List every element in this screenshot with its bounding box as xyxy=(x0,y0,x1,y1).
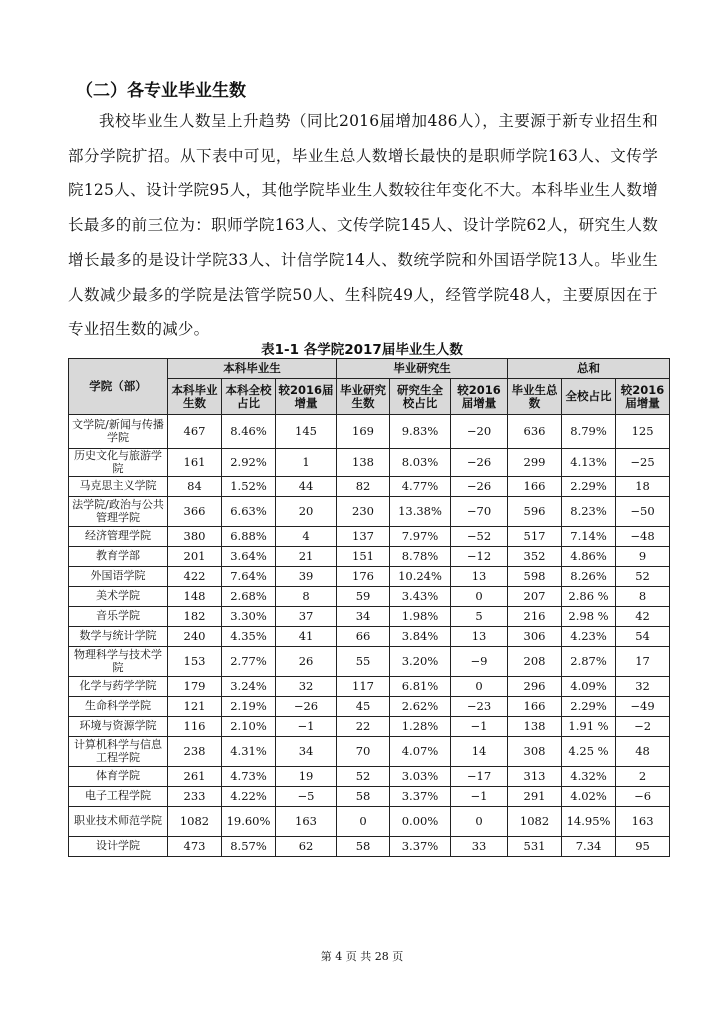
value-cell: 58 xyxy=(337,837,390,857)
value-cell: 2.10% xyxy=(222,717,276,737)
value-cell: 2 xyxy=(616,767,670,787)
dept-name-cell: 生命科学学院 xyxy=(69,697,168,717)
value-cell: 201 xyxy=(168,547,222,567)
value-cell: 137 xyxy=(337,527,390,547)
value-cell: −52 xyxy=(451,527,508,547)
value-cell: 138 xyxy=(508,717,562,737)
value-cell: 151 xyxy=(337,547,390,567)
value-cell: 20 xyxy=(276,497,337,527)
value-cell: 19.60% xyxy=(222,807,276,837)
value-cell: 8.23% xyxy=(562,497,616,527)
value-cell: 8.03% xyxy=(390,449,451,477)
value-cell: 45 xyxy=(337,697,390,717)
value-cell: 26 xyxy=(276,647,337,677)
table-row xyxy=(69,807,670,837)
value-cell: 208 xyxy=(508,647,562,677)
value-cell: 163 xyxy=(616,807,670,837)
value-cell: 2.87% xyxy=(562,647,616,677)
value-cell: 54 xyxy=(616,627,670,647)
value-cell: 14.95% xyxy=(562,807,616,837)
value-cell: 82 xyxy=(337,477,390,497)
value-cell: 13.38% xyxy=(390,497,451,527)
dept-name-cell: 外国语学院 xyxy=(69,567,168,587)
table-row xyxy=(69,647,670,677)
table-row xyxy=(69,415,670,449)
value-cell: 8 xyxy=(276,587,337,607)
value-cell: 7.14% xyxy=(562,527,616,547)
dept-name-cell: 体育学院 xyxy=(69,767,168,787)
table-header xyxy=(69,359,670,415)
value-cell: 3.24% xyxy=(222,677,276,697)
value-cell: 4.25 % xyxy=(562,737,616,767)
dept-name-cell: 历史文化与旅游学院 xyxy=(69,449,168,477)
value-cell: 2.19% xyxy=(222,697,276,717)
dept-name-cell: 职业技术师范学院 xyxy=(69,807,168,837)
section-heading: （二）各专业毕业生数 xyxy=(76,81,246,101)
value-cell: 0.00% xyxy=(390,807,451,837)
value-cell: 636 xyxy=(508,415,562,449)
value-cell: 10.24% xyxy=(390,567,451,587)
value-cell: 467 xyxy=(168,415,222,449)
header-dept: 学院（部） xyxy=(69,359,168,415)
value-cell: 4.86% xyxy=(562,547,616,567)
value-cell: 4.32% xyxy=(562,767,616,787)
value-cell: 62 xyxy=(276,837,337,857)
value-cell: −17 xyxy=(451,767,508,787)
value-cell: 32 xyxy=(276,677,337,697)
header-sub: 较2016届增量 xyxy=(276,379,337,415)
value-cell: 7.64% xyxy=(222,567,276,587)
dept-name-cell: 环境与资源学院 xyxy=(69,717,168,737)
value-cell: 59 xyxy=(337,587,390,607)
value-cell: −1 xyxy=(451,787,508,807)
value-cell: 4.31% xyxy=(222,737,276,767)
value-cell: 4.09% xyxy=(562,677,616,697)
value-cell: 3.30% xyxy=(222,607,276,627)
value-cell: 313 xyxy=(508,767,562,787)
table-row xyxy=(69,677,670,697)
value-cell: 8.79% xyxy=(562,415,616,449)
value-cell: 21 xyxy=(276,547,337,567)
value-cell: 44 xyxy=(276,477,337,497)
header-sub: 全校占比 xyxy=(562,379,616,415)
table-row xyxy=(69,547,670,567)
value-cell: −26 xyxy=(451,477,508,497)
value-cell: 7.97% xyxy=(390,527,451,547)
value-cell: 517 xyxy=(508,527,562,547)
dept-name-cell: 马克思主义学院 xyxy=(69,477,168,497)
header-sub: 毕业研究生数 xyxy=(337,379,390,415)
value-cell: 308 xyxy=(508,737,562,767)
value-cell: 3.20% xyxy=(390,647,451,677)
value-cell: 0 xyxy=(337,807,390,837)
value-cell: 4.35% xyxy=(222,627,276,647)
value-cell: 531 xyxy=(508,837,562,857)
header-sub: 本科全校占比 xyxy=(222,379,276,415)
table-row xyxy=(69,767,670,787)
value-cell: 13 xyxy=(451,567,508,587)
value-cell: −1 xyxy=(451,717,508,737)
table-caption: 表1-1 各学院2017届毕业生人数 xyxy=(261,342,463,358)
value-cell: 2.29% xyxy=(562,477,616,497)
table-row xyxy=(69,477,670,497)
table-row xyxy=(69,697,670,717)
table-row xyxy=(69,449,670,477)
value-cell: 18 xyxy=(616,477,670,497)
value-cell: 3.64% xyxy=(222,547,276,567)
value-cell: 1.52% xyxy=(222,477,276,497)
value-cell: 6.88% xyxy=(222,527,276,547)
table-row xyxy=(69,587,670,607)
value-cell: 84 xyxy=(168,477,222,497)
value-cell: 176 xyxy=(337,567,390,587)
table-row xyxy=(69,607,670,627)
header-group-undergrad: 本科毕业生 xyxy=(168,359,337,379)
dept-name-cell: 物理科学与技术学院 xyxy=(69,647,168,677)
value-cell: 233 xyxy=(168,787,222,807)
table-row xyxy=(69,497,670,527)
value-cell: 163 xyxy=(276,807,337,837)
dept-name-cell: 教育学部 xyxy=(69,547,168,567)
dept-name-cell: 化学与药学学院 xyxy=(69,677,168,697)
value-cell: 66 xyxy=(337,627,390,647)
value-cell: 422 xyxy=(168,567,222,587)
dept-name-cell: 数学与统计学院 xyxy=(69,627,168,647)
value-cell: 37 xyxy=(276,607,337,627)
value-cell: 19 xyxy=(276,767,337,787)
value-cell: 8.46% xyxy=(222,415,276,449)
value-cell: −70 xyxy=(451,497,508,527)
value-cell: 4.73% xyxy=(222,767,276,787)
value-cell: 1.91 % xyxy=(562,717,616,737)
value-cell: 0 xyxy=(451,807,508,837)
value-cell: 182 xyxy=(168,607,222,627)
value-cell: −48 xyxy=(616,527,670,547)
value-cell: 4.07% xyxy=(390,737,451,767)
value-cell: 230 xyxy=(337,497,390,527)
value-cell: 145 xyxy=(276,415,337,449)
header-sub: 本科毕业生数 xyxy=(168,379,222,415)
header-sub: 研究生全校占比 xyxy=(390,379,451,415)
value-cell: 4.23% xyxy=(562,627,616,647)
value-cell: 8.26% xyxy=(562,567,616,587)
value-cell: 48 xyxy=(616,737,670,767)
value-cell: 366 xyxy=(168,497,222,527)
value-cell: 39 xyxy=(276,567,337,587)
page-footer: 第 4 页 共 28 页 xyxy=(320,950,404,963)
table-row xyxy=(69,787,670,807)
value-cell: 4.02% xyxy=(562,787,616,807)
value-cell: 598 xyxy=(508,567,562,587)
value-cell: 4.77% xyxy=(390,477,451,497)
value-cell: 121 xyxy=(168,697,222,717)
value-cell: −6 xyxy=(616,787,670,807)
value-cell: 70 xyxy=(337,737,390,767)
value-cell: −2 xyxy=(616,717,670,737)
value-cell: 8.78% xyxy=(390,547,451,567)
value-cell: 161 xyxy=(168,449,222,477)
table-row xyxy=(69,527,670,547)
value-cell: 207 xyxy=(508,587,562,607)
value-cell: 1 xyxy=(276,449,337,477)
value-cell: 17 xyxy=(616,647,670,677)
value-cell: −20 xyxy=(451,415,508,449)
table-row xyxy=(69,627,670,647)
value-cell: 2.92% xyxy=(222,449,276,477)
value-cell: 2.62% xyxy=(390,697,451,717)
value-cell: 296 xyxy=(508,677,562,697)
value-cell: −25 xyxy=(616,449,670,477)
dept-name-cell: 音乐学院 xyxy=(69,607,168,627)
value-cell: 380 xyxy=(168,527,222,547)
value-cell: −1 xyxy=(276,717,337,737)
value-cell: 1082 xyxy=(168,807,222,837)
value-cell: −49 xyxy=(616,697,670,717)
value-cell: 166 xyxy=(508,477,562,497)
value-cell: −9 xyxy=(451,647,508,677)
dept-name-cell: 美术学院 xyxy=(69,587,168,607)
value-cell: 1082 xyxy=(508,807,562,837)
value-cell: 216 xyxy=(508,607,562,627)
value-cell: 299 xyxy=(508,449,562,477)
value-cell: 5 xyxy=(451,607,508,627)
value-cell: 13 xyxy=(451,627,508,647)
dept-name-cell: 电子工程学院 xyxy=(69,787,168,807)
value-cell: 148 xyxy=(168,587,222,607)
body-paragraph xyxy=(68,104,658,347)
value-cell: −26 xyxy=(276,697,337,717)
value-cell: 3.37% xyxy=(390,837,451,857)
value-cell: 34 xyxy=(337,607,390,627)
value-cell: 14 xyxy=(451,737,508,767)
value-cell: 4.22% xyxy=(222,787,276,807)
value-cell: 1.98% xyxy=(390,607,451,627)
value-cell: 1.28% xyxy=(390,717,451,737)
value-cell: 0 xyxy=(451,677,508,697)
value-cell: 153 xyxy=(168,647,222,677)
value-cell: 58 xyxy=(337,787,390,807)
value-cell: 42 xyxy=(616,607,670,627)
value-cell: 2.29% xyxy=(562,697,616,717)
value-cell: 9 xyxy=(616,547,670,567)
value-cell: −5 xyxy=(276,787,337,807)
value-cell: 596 xyxy=(508,497,562,527)
value-cell: 116 xyxy=(168,717,222,737)
value-cell: −23 xyxy=(451,697,508,717)
table-row xyxy=(69,737,670,767)
value-cell: −50 xyxy=(616,497,670,527)
table-row xyxy=(69,837,670,857)
value-cell: 8.57% xyxy=(222,837,276,857)
value-cell: 2.86 % xyxy=(562,587,616,607)
value-cell: 352 xyxy=(508,547,562,567)
dept-name-cell: 文学院/新闻与传播学院 xyxy=(69,415,168,449)
value-cell: 179 xyxy=(168,677,222,697)
value-cell: 261 xyxy=(168,767,222,787)
table-row xyxy=(69,567,670,587)
value-cell: 6.63% xyxy=(222,497,276,527)
value-cell: 3.37% xyxy=(390,787,451,807)
value-cell: 7.34 xyxy=(562,837,616,857)
value-cell: 240 xyxy=(168,627,222,647)
value-cell: 291 xyxy=(508,787,562,807)
value-cell: 41 xyxy=(276,627,337,647)
value-cell: 3.03% xyxy=(390,767,451,787)
value-cell: 238 xyxy=(168,737,222,767)
header-sub: 较2016届增量 xyxy=(616,379,670,415)
value-cell: 2.98 % xyxy=(562,607,616,627)
value-cell: 52 xyxy=(337,767,390,787)
value-cell: 55 xyxy=(337,647,390,677)
paragraph-text: 我校毕业生人数呈上升趋势（同比2016届增加486人），主要源于新专业招生和部分学院扩招。从下表中可见，毕业生总人数增长最快的是职师学院163人、文传学院125人、设计学院95人，其他学院毕业生人数较往年变化不大。本科毕业生人数增长最多的前三位为：职师学院163人、文传学院145人、设计学院62人，研究生人数增长最多的是设计学院33人、计信学院14人、数统学院和外国语学院13人。毕业生人数减少最多的学院是法管学院50人、生科院49人，经管学院48人，主要原因在于专业招生数的减少。 xyxy=(68,112,658,339)
value-cell: 33 xyxy=(451,837,508,857)
value-cell: 306 xyxy=(508,627,562,647)
value-cell: 6.81% xyxy=(390,677,451,697)
dept-name-cell: 法学院/政治与公共管理学院 xyxy=(69,497,168,527)
dept-name-cell: 经济管理学院 xyxy=(69,527,168,547)
graduates-table xyxy=(68,358,670,857)
value-cell: 95 xyxy=(616,837,670,857)
value-cell: 9.83% xyxy=(390,415,451,449)
dept-name-cell: 计算机科学与信息工程学院 xyxy=(69,737,168,767)
value-cell: 117 xyxy=(337,677,390,697)
header-sub: 毕业生总数 xyxy=(508,379,562,415)
value-cell: 2.68% xyxy=(222,587,276,607)
value-cell: −12 xyxy=(451,547,508,567)
header-sub: 较2016届增量 xyxy=(451,379,508,415)
table-row xyxy=(69,717,670,737)
value-cell: 3.43% xyxy=(390,587,451,607)
value-cell: 3.84% xyxy=(390,627,451,647)
value-cell: 34 xyxy=(276,737,337,767)
value-cell: 169 xyxy=(337,415,390,449)
value-cell: 4 xyxy=(276,527,337,547)
value-cell: 22 xyxy=(337,717,390,737)
value-cell: 8 xyxy=(616,587,670,607)
header-group-graduate: 毕业研究生 xyxy=(337,359,508,379)
value-cell: 166 xyxy=(508,697,562,717)
value-cell: 473 xyxy=(168,837,222,857)
value-cell: 125 xyxy=(616,415,670,449)
value-cell: 0 xyxy=(451,587,508,607)
value-cell: −26 xyxy=(451,449,508,477)
table-body xyxy=(69,415,670,857)
value-cell: 2.77% xyxy=(222,647,276,677)
header-group-total: 总和 xyxy=(508,359,670,379)
value-cell: 52 xyxy=(616,567,670,587)
value-cell: 32 xyxy=(616,677,670,697)
value-cell: 138 xyxy=(337,449,390,477)
dept-name-cell: 设计学院 xyxy=(69,837,168,857)
value-cell: 4.13% xyxy=(562,449,616,477)
